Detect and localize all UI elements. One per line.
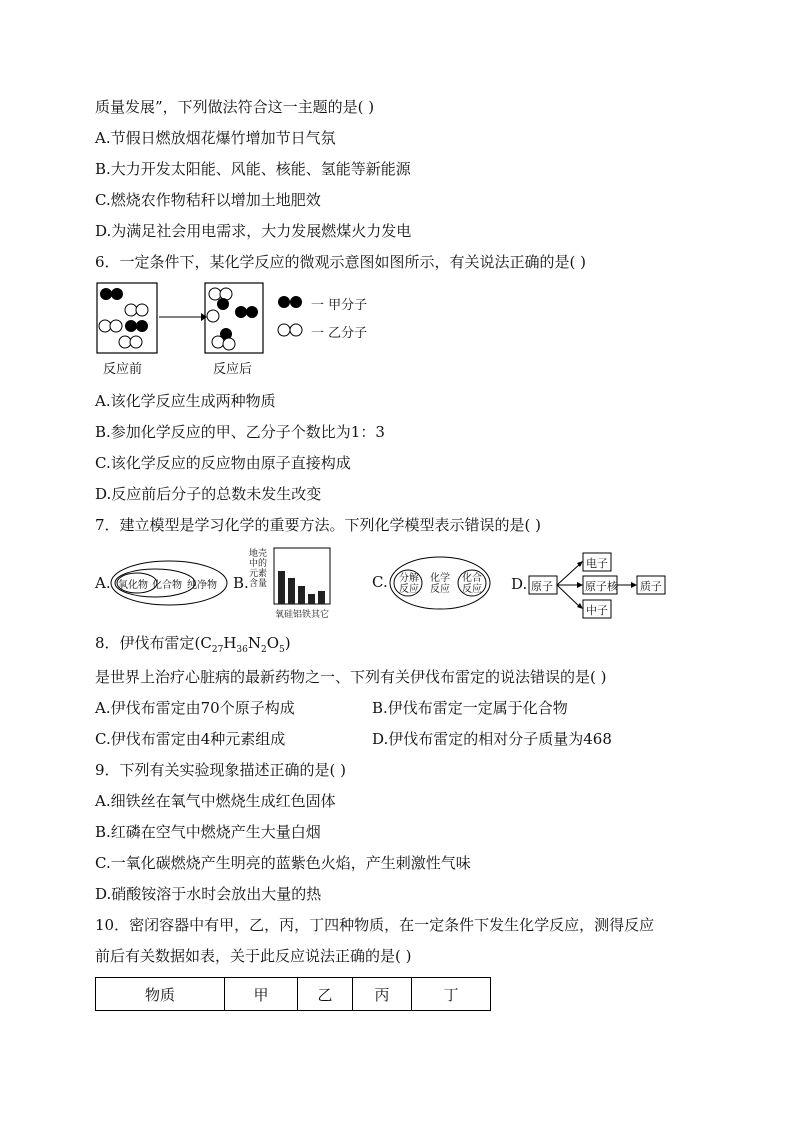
q10-stem-line2: 前后有关数据如表，关于此反应说法正确的是( ) (95, 947, 412, 965)
table-header-row (96, 978, 491, 1011)
q6-option-b: B.参加化学反应的甲、乙分子个数比为1：3 (95, 423, 385, 441)
table-header-cell: 丙 (353, 978, 412, 1011)
legend-jia: 一 甲分子 (311, 298, 368, 313)
q7-d-neutron: 中子 (586, 604, 608, 617)
q10-stem-line1: 10．密闭容器中有甲，乙，丙，丁四种物质，在一定条件下发生化学反应，测得反应 (95, 916, 655, 934)
q8-option-b: B.伊伐布雷定一定属于化合物 (372, 699, 568, 717)
table-header-cell: 乙 (298, 978, 353, 1011)
q7-a-outer: 纯净物 (187, 580, 217, 591)
q8-stem-line2: 是世界上治疗心脏病的最新药物之一、下列有关伊伐布雷定的说法错误的是( ) (95, 668, 607, 686)
q9-option-c: C.一氧化碳燃烧产生明亮的蓝紫色火焰，产生刺激性气味 (95, 854, 471, 872)
q7-b-ylabel: 地壳中的元素含量 (249, 549, 268, 589)
q6-stem: 6．一定条件下，某化学反应的微观示意图如图所示，有关说法正确的是( ) (95, 253, 587, 271)
q6-option-d: D.反应前后分子的总数未发生改变 (95, 485, 322, 503)
q7-stem: 7．建立模型是学习化学的重要方法。下列化学模型表示错误的是( ) (95, 516, 542, 534)
q7-option-d-figure (511, 551, 671, 621)
table-header-cell: 丁 (412, 978, 491, 1011)
q5-option-a: A.节假日燃放烟花爆竹增加节日气氛 (95, 129, 336, 147)
q5-stem-tail: 质量发展”，下列做法符合这一主题的是( ) (95, 98, 375, 116)
q9-option-b: B.红磷在空气中燃烧产生大量白烟 (95, 823, 321, 841)
q7-option-b-figure (233, 547, 343, 621)
q7-a-inner2: 化合物 (152, 580, 182, 591)
table-header-cell: 物质 (96, 978, 225, 1011)
q9-option-d: D.硝酸铵溶于水时会放出大量的热 (95, 885, 322, 903)
before-label: 反应前 (103, 362, 143, 377)
q7-c-right: 化合反应 (462, 573, 482, 595)
after-label: 反应后 (213, 362, 253, 377)
q9-stem: 9．下列有关实验现象描述正确的是( ) (95, 761, 347, 779)
q7-d-electron: 电子 (586, 557, 608, 570)
q8-stem: 8．伊伐布雷定$(C_{27}H_{36}N_2O_5)$ (95, 634, 291, 655)
q7-d-proton: 质子 (640, 580, 662, 593)
q5-option-c: C.燃烧农作物秸秆以增加土地肥效 (95, 191, 321, 209)
q7-a-inner1: 氧化物 (118, 580, 148, 591)
q7-b-xlabels: 氧硅铝铁其它 (275, 610, 330, 620)
q8-option-a: A.伊伐布雷定由70个原子构成 (95, 699, 295, 717)
q7-c-left: 分解反应 (399, 573, 419, 595)
q6-reaction-figure (95, 282, 405, 378)
q7-d-letter: D. (511, 575, 528, 593)
q7-a-letter: A. (95, 574, 111, 592)
q6-option-a: A.该化学反应生成两种物质 (95, 392, 276, 410)
q7-b-letter: B. (233, 574, 249, 592)
q8-option-d: D.伊伐布雷定的相对分子质量为468 (372, 730, 612, 748)
q5-option-d: D.为满足社会用电需求，大力发展燃煤火力发电 (95, 222, 412, 240)
table-header-cell: 甲 (225, 978, 298, 1011)
q6-option-c: C.该化学反应的反应物由原子直接构成 (95, 454, 351, 472)
q9-option-a: A.细铁丝在氧气中燃烧生成红色固体 (95, 792, 336, 810)
q7-d-atom: 原子 (531, 580, 553, 593)
q7-option-a-figure (95, 558, 230, 608)
q7-c-mid: 化学反应 (430, 573, 450, 595)
legend-yi: 一 乙分子 (311, 326, 368, 341)
q7-option-c-figure (372, 555, 502, 613)
q10-data-table (95, 977, 491, 1011)
q5-option-b: B.大力开发太阳能、风能、核能、氢能等新能源 (95, 160, 411, 178)
q7-c-letter: C. (372, 573, 388, 591)
q7-d-nucleus: 原子核 (585, 580, 618, 593)
q8-option-c: C.伊伐布雷定由4种元素组成 (95, 730, 286, 748)
